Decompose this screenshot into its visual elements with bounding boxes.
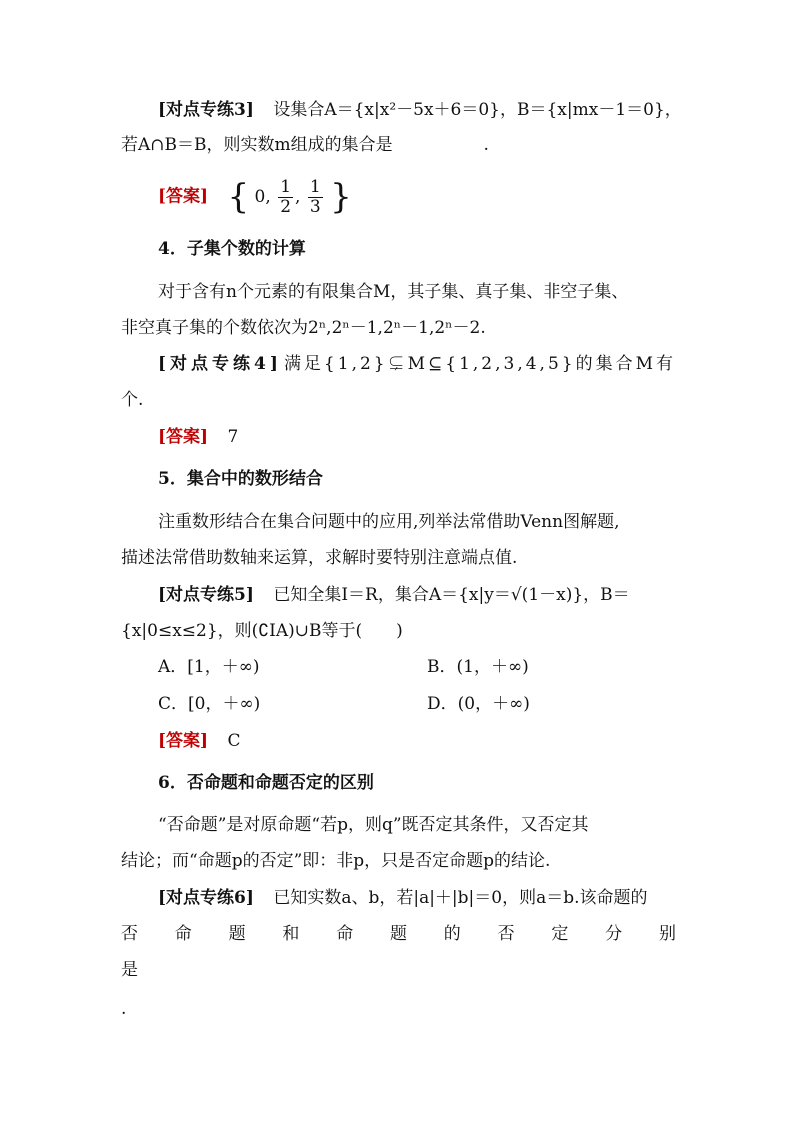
options-row-1	[158, 655, 676, 679]
exercise-6-line-1	[158, 886, 676, 910]
option-b: B．(1，＋∞)	[427, 657, 529, 677]
fraction-one-third: $\frac{1}{3}$	[309, 177, 321, 217]
exercise-6-label: [对点专练6]	[158, 888, 254, 908]
answer-value: C	[227, 731, 241, 751]
answer-label: [答案]	[158, 731, 209, 751]
word: 命	[336, 924, 354, 944]
exercise-5-label: [对点专练5]	[158, 585, 254, 605]
exercise-5-answer-row	[158, 729, 676, 753]
section-5-title: 5．集合中的数形结合	[158, 469, 323, 489]
left-brace: {	[227, 177, 250, 218]
section-4-paragraph-2: 非空真子集的个数依次为2ⁿ,2ⁿ－1,2ⁿ－1,2ⁿ－2.	[121, 318, 486, 338]
exercise-3-question: 设集合A＝{x|x²－5x＋6＝0}，B＝{x|mx－1＝0}，	[273, 100, 682, 120]
word: 别	[658, 924, 676, 944]
section-6-paragraph-2: 结论；而“命题p的否定”即：非p，只是否定命题p的结论.	[121, 851, 551, 871]
exercise-6-line-3: 是	[121, 960, 138, 980]
trailing-period: .	[121, 999, 127, 1019]
exercise-3-label: [对点专练3]	[158, 100, 254, 120]
section-5-paragraph-2: 描述法常借助数轴来运算，求解时要特别注意端点值.	[121, 548, 518, 568]
exercise-5-line-1	[158, 583, 676, 607]
exercise-4-question: 满足{1,2}⊊M⊆{1,2,3,4,5}的集合M有	[283, 354, 676, 374]
section-6-paragraph-1: “否命题”是对原命题“若p，则q”既否定其条件，又否定其	[158, 815, 589, 835]
exercise-3-answer-row	[158, 178, 676, 216]
exercise-6-line-2	[121, 922, 676, 946]
exercise-4-line-1	[158, 352, 676, 376]
word: 和	[282, 924, 300, 944]
word: 命	[174, 924, 192, 944]
answer-value: 7	[227, 427, 239, 447]
option-d: D．(0，＋∞)	[427, 694, 530, 714]
answer-label: [答案]	[158, 427, 209, 447]
answer-set: { 0, $\frac{1}{2}$ , $\frac{1}{3}$ }	[227, 177, 352, 218]
word: 否	[497, 924, 515, 944]
section-4-title: 4．子集个数的计算	[158, 239, 306, 259]
option-c: C．[0，＋∞)	[158, 694, 261, 714]
word: 分	[605, 924, 623, 944]
exercise-5-line-2: {x|0≤x≤2}，则(∁IA)∪B等于( )	[121, 621, 403, 641]
exercise-4-answer-row	[158, 425, 676, 449]
exercise-3-question-cont: 若A∩B＝B，则实数m组成的集合是	[121, 135, 393, 155]
word: 定	[551, 924, 569, 944]
exercise-6-question: 已知实数a、b，若|a|＋|b|＝0，则a＝b.该命题的	[273, 888, 648, 908]
exercise-3-line-1	[158, 98, 682, 122]
word: 题	[228, 924, 246, 944]
exercise-4-label: [对点专练4]	[158, 354, 282, 374]
exercise-5-question: 已知全集I＝R，集合A＝{x|y＝√(1－x)}，B＝	[273, 585, 630, 605]
section-6-title: 6．否命题和命题否定的区别	[158, 773, 374, 793]
exercise-3-period: .	[483, 135, 489, 155]
word: 否	[121, 924, 138, 944]
section-4-paragraph-1: 对于含有n个元素的有限集合M，其子集、真子集、非空子集、	[158, 282, 629, 302]
right-brace: }	[330, 177, 352, 218]
options-row-2	[158, 692, 676, 716]
word: 题	[389, 924, 407, 944]
fraction-one-half: $\frac{1}{2}$	[280, 177, 292, 217]
word: 的	[443, 924, 461, 944]
answer-label: [答案]	[158, 186, 209, 207]
option-a: A．[1，＋∞)	[158, 657, 260, 677]
exercise-3-line-2	[121, 133, 676, 157]
exercise-4-line-2: 个.	[121, 390, 144, 410]
section-5-paragraph-1: 注重数形结合在集合问题中的应用,列举法常借助Venn图解题,	[158, 512, 620, 532]
